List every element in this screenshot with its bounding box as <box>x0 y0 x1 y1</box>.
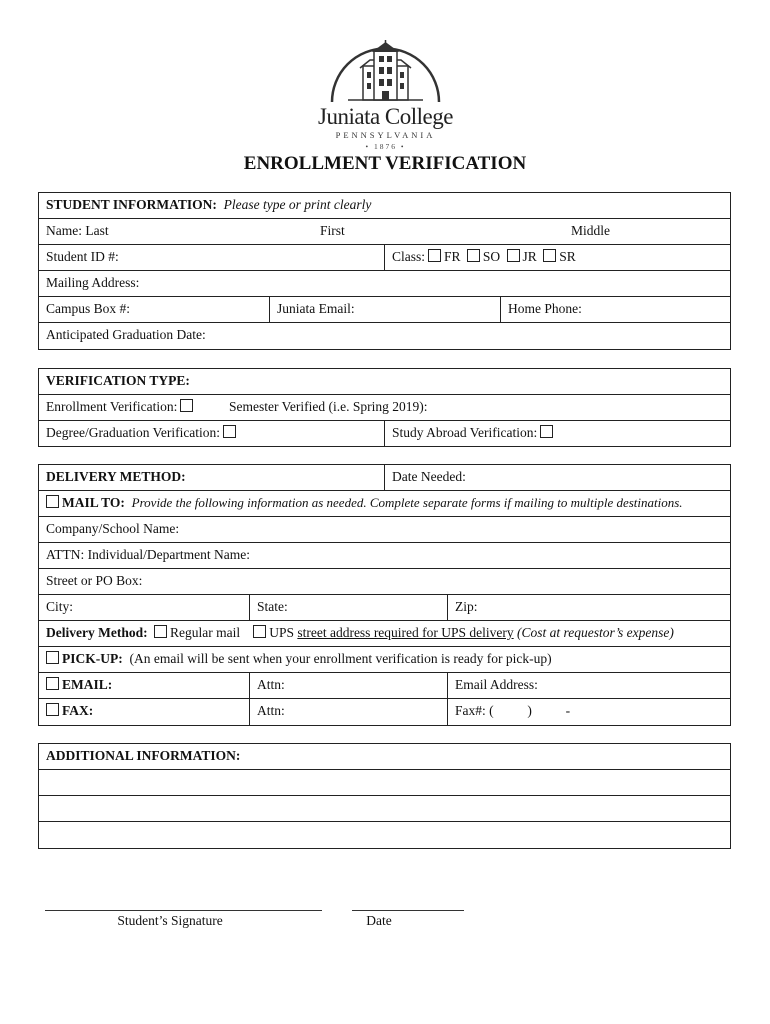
additional-info-line-2[interactable] <box>39 796 730 822</box>
fax-number-label: Fax#: ( ) - <box>455 703 571 718</box>
college-building-icon <box>318 40 453 104</box>
semester-verified-field[interactable] <box>222 395 730 420</box>
class-sr-label: SR <box>559 249 576 264</box>
street-label: Street or PO Box: <box>46 573 143 588</box>
pickup-note: (An email will be sent when your enrollment verification is ready for pick-up) <box>129 651 552 666</box>
student-id-field[interactable] <box>39 245 384 270</box>
student-info-note: Please type or print clearly <box>223 197 372 212</box>
zip-label: Zip: <box>455 599 478 614</box>
attn-field[interactable] <box>39 543 730 568</box>
fax-checkbox[interactable] <box>46 703 59 716</box>
enrollment-verification-label: Enrollment Verification: <box>46 399 178 414</box>
mailing-address-label: Mailing Address: <box>46 275 140 290</box>
pickup-checkbox[interactable] <box>46 651 59 664</box>
mail-to-checkbox[interactable] <box>46 495 59 508</box>
juniata-email-field[interactable] <box>269 297 500 322</box>
name-middle-field[interactable] <box>564 219 730 244</box>
name-first-field[interactable] <box>313 219 553 244</box>
semester-verified-label: Semester Verified (i.e. Spring 2019): <box>229 399 428 414</box>
regular-mail-label: Regular mail <box>169 625 241 640</box>
verification-type-heading: VERIFICATION TYPE: <box>46 373 190 388</box>
study-abroad-checkbox[interactable] <box>540 425 553 438</box>
street-field[interactable] <box>39 569 730 594</box>
student-id-label: Student ID #: <box>46 249 119 264</box>
company-name-label: Company/School Name: <box>46 521 180 536</box>
state-label: State: <box>257 599 288 614</box>
logo-college-name: Juniata College <box>318 104 453 129</box>
mail-to-note: Provide the following information as needed. Complete separate forms if mailing to multiple destinations. <box>131 495 683 510</box>
signature-line[interactable] <box>45 910 322 911</box>
mailing-address-field[interactable] <box>39 271 730 296</box>
email-address-field[interactable] <box>447 673 730 698</box>
name-middle-label: Middle <box>571 223 610 238</box>
class-jr-checkbox[interactable] <box>507 249 520 262</box>
date-line[interactable] <box>352 910 464 911</box>
verification-type-section <box>38 368 731 447</box>
graduation-date-field[interactable] <box>39 323 730 349</box>
college-logo <box>318 40 453 152</box>
state-field[interactable] <box>249 595 447 620</box>
email-checkbox[interactable] <box>46 677 59 690</box>
fax-label: FAX: <box>62 703 94 718</box>
fax-number-field[interactable] <box>447 699 730 725</box>
name-row[interactable] <box>39 219 730 245</box>
page-title: ENROLLMENT VERIFICATION <box>243 153 527 174</box>
email-attn-label: Attn: <box>257 677 285 692</box>
home-phone-label: Home Phone: <box>508 301 582 316</box>
delivery-method-section <box>38 464 731 726</box>
additional-info-line-1[interactable] <box>39 770 730 796</box>
home-phone-field[interactable] <box>500 297 730 322</box>
date-needed-field[interactable] <box>384 465 730 490</box>
additional-information-section <box>38 743 731 849</box>
degree-verification-checkbox[interactable] <box>223 425 236 438</box>
delivery-method-label: Delivery Method: <box>46 625 148 640</box>
class-so-label: SO <box>482 249 501 264</box>
enrollment-verification-checkbox[interactable] <box>180 399 193 412</box>
name-last-field[interactable] <box>39 219 309 244</box>
delivery-method-heading: DELIVERY METHOD: <box>46 469 186 484</box>
juniata-email-label: Juniata Email: <box>277 301 355 316</box>
email-attn-field[interactable] <box>249 673 447 698</box>
class-fr-checkbox[interactable] <box>428 249 441 262</box>
pickup-label: PICK-UP: <box>62 651 123 666</box>
date-label: Date <box>366 913 392 928</box>
graduation-date-label: Anticipated Graduation Date: <box>46 327 206 342</box>
ups-note: street address required for UPS delivery <box>297 625 514 640</box>
class-fr-label: FR <box>444 249 461 264</box>
attn-label: ATTN: Individual/Department Name: <box>46 547 250 562</box>
email-address-label: Email Address: <box>455 677 538 692</box>
name-last-label: Name: Last <box>46 223 109 238</box>
student-information-section <box>38 192 731 350</box>
campus-box-label: Campus Box #: <box>46 301 131 316</box>
ups-label: UPS <box>269 625 294 640</box>
city-field[interactable] <box>39 595 249 620</box>
date-needed-label: Date Needed: <box>392 469 466 484</box>
email-label: EMAIL: <box>62 677 113 692</box>
regular-mail-checkbox[interactable] <box>154 625 167 638</box>
name-first-label: First <box>320 223 345 238</box>
ups-checkbox[interactable] <box>253 625 266 638</box>
signature-label: Student’s Signature <box>117 913 223 928</box>
logo-state: PENNSYLVANIA <box>335 130 436 140</box>
student-info-heading: STUDENT INFORMATION: <box>46 197 217 212</box>
city-label: City: <box>46 599 74 614</box>
additional-info-line-3[interactable] <box>39 822 730 848</box>
campus-box-field[interactable] <box>39 297 269 322</box>
class-label: Class: <box>392 249 426 264</box>
company-name-field[interactable] <box>39 517 730 542</box>
logo-year: • 1876 • <box>365 142 406 151</box>
fax-attn-field[interactable] <box>249 699 447 725</box>
additional-info-heading: ADDITIONAL INFORMATION: <box>46 748 241 763</box>
mail-to-label: MAIL TO: <box>62 495 125 510</box>
class-sr-checkbox[interactable] <box>543 249 556 262</box>
class-field <box>384 245 730 270</box>
fax-attn-label: Attn: <box>257 703 285 718</box>
zip-field[interactable] <box>447 595 730 620</box>
degree-verification-label: Degree/Graduation Verification: <box>46 425 221 440</box>
ups-cost-note: (Cost at requestor’s expense) <box>517 625 674 640</box>
class-so-checkbox[interactable] <box>467 249 480 262</box>
study-abroad-label: Study Abroad Verification: <box>392 425 538 440</box>
class-jr-label: JR <box>522 249 537 264</box>
